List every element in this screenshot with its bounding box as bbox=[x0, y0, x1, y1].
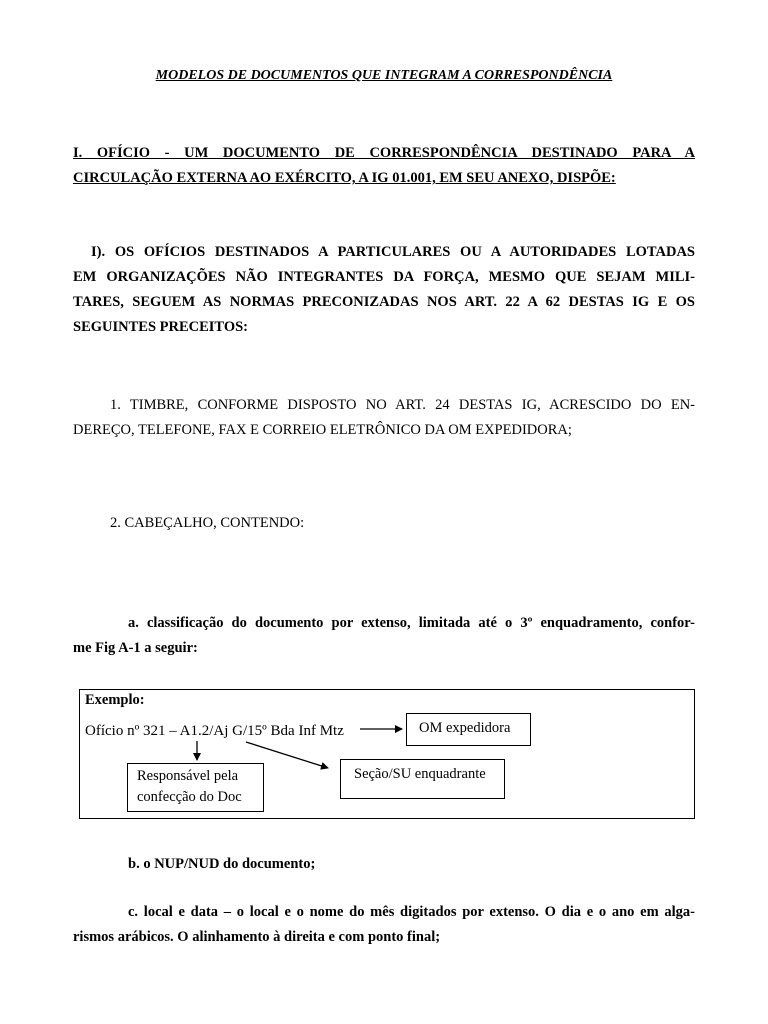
paragraph-line: EM ORGANIZAÇÕES NÃO INTEGRANTES DA FORÇA, MESMO QUE SEJAM MILI- bbox=[73, 269, 695, 285]
item-line: c. local e data – o local e o nome do mês digitados por extenso. O dia e o ano em alga- bbox=[128, 904, 695, 920]
responsavel-label-line1: Responsável pela bbox=[137, 768, 239, 784]
item-line: 1. TIMBRE, CONFORME DISPOSTO NO ART. 24 DESTAS IG, ACRESCIDO DO EN- bbox=[110, 397, 695, 413]
item-line: b. o NUP/NUD do documento; bbox=[128, 856, 316, 872]
item-timbre bbox=[73, 393, 695, 443]
section-heading-line: CIRCULAÇÃO EXTERNA AO EXÉRCITO, A IG 01.001, EM SEU ANEXO, DISPÕE: bbox=[73, 170, 616, 186]
om-expedidora-box bbox=[406, 713, 531, 746]
responsavel-box bbox=[127, 763, 264, 812]
section-heading-oficio bbox=[73, 141, 695, 191]
om-expedidora-label: OM expedidora bbox=[419, 720, 511, 736]
paragraph-line: TARES, SEGUEM AS NORMAS PRECONIZADAS NOS ART. 22 A 62 DESTAS IG E OS bbox=[73, 294, 695, 310]
paragraph-line: SEGUINTES PRECEITOS: bbox=[73, 319, 248, 335]
item-a-classificacao bbox=[73, 611, 695, 661]
item-line: DEREÇO, TELEFONE, FAX E CORREIO ELETRÔNICO DA OM EXPEDIDORA; bbox=[73, 422, 572, 438]
item-b-nup bbox=[73, 852, 695, 877]
section-heading-line: I. OFÍCIO - UM DOCUMENTO DE CORRESPONDÊNCIA DESTINADO PARA A bbox=[73, 145, 695, 161]
paragraph-oficios-particulares bbox=[73, 240, 695, 340]
paragraph-line: I). OS OFÍCIOS DESTINADOS A PARTICULARES OU A AUTORIDADES LOTADAS bbox=[91, 244, 695, 260]
item-line: 2. CABEÇALHO, CONTENDO: bbox=[110, 515, 305, 531]
item-line: rismos arábicos. O alinhamento à direita e com ponto final; bbox=[73, 929, 441, 945]
item-cabecalho bbox=[73, 511, 695, 536]
secao-su-box bbox=[340, 759, 505, 799]
item-line: me Fig A-1 a seguir: bbox=[73, 640, 198, 656]
secao-su-label: Seção/SU enquadrante bbox=[354, 766, 486, 782]
example-document-code: Ofício nº 321 – A1.2/Aj G/15º Bda Inf Mtz bbox=[85, 723, 344, 739]
document-title: MODELOS DE DOCUMENTOS QUE INTEGRAM A CORRESPONDÊNCIA bbox=[155, 68, 613, 83]
item-line: a. classificação do documento por extenso, limitada até o 3º enquadramento, confor- bbox=[128, 615, 695, 631]
responsavel-label-line2: confecção do Doc bbox=[137, 789, 242, 805]
item-c-local-data bbox=[73, 900, 695, 950]
example-label: Exemplo: bbox=[85, 692, 145, 708]
